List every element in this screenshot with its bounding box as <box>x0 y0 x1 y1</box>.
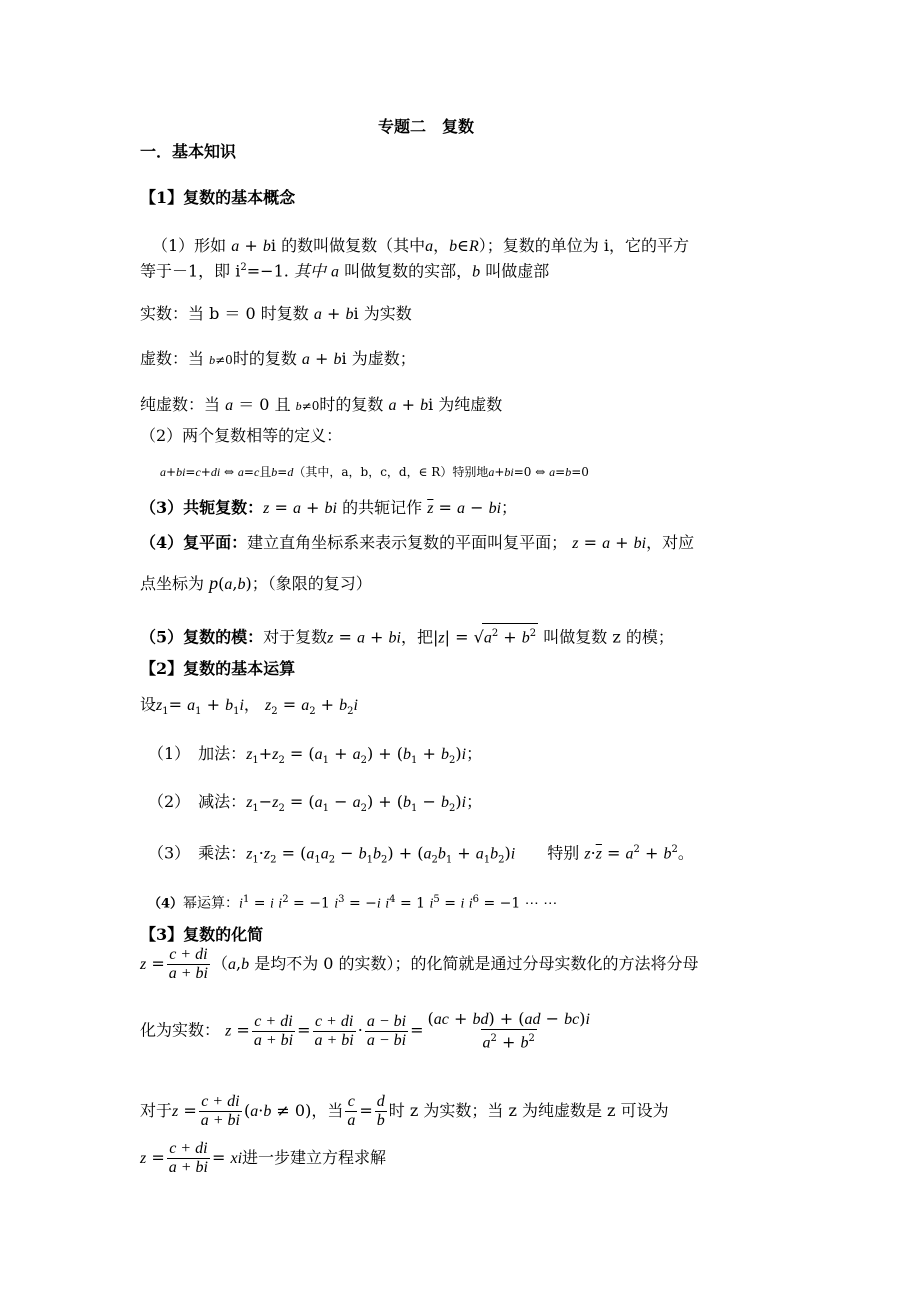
complex-plane-line1: （4）复平面：建立直角坐标系来表示复数的平面叫复平面； z = a + bi，对应 <box>140 533 695 552</box>
modulus-def: （5）复数的模：对于复数z = a + bi，把$|z| = √a^2 + b^2$ 叫做复数 z 的模； <box>140 623 674 648</box>
operation-setup: 设$z_1= a_1 + b_1i$， $z_2 = a_2 + b_2i$ <box>140 695 358 718</box>
concept-para-line2: 等于－1，即 $i^2=-1$. 其中 a 叫做复数的实部，b 叫做虚部 <box>140 261 550 281</box>
real-number-def: 实数：当 b ＝ 0 时复数 a + bi 为实数 <box>140 304 412 323</box>
subsection-heading-1: 【1】复数的基本概念 <box>140 188 296 207</box>
condition-line1: 对于z = $\frac{c + di}{a + bi}$ (a·b ≠ 0)，当 $\frac{c}{a}$ = $\frac{d}{b}$ 时 z 为实数；当 z 为纯虚数是 z 可设为 <box>140 1093 669 1129</box>
equality-formula: a+bi=c+di ⇔ a=c且b=d（其中，a，b，c，d，∈ R）特别地a+bi=0 ⇔ a=b=0 <box>160 465 589 479</box>
conjugate-def: （3）共轭复数：z = a + bi 的共轭记作 $\overline{z} = a$ − bi； <box>140 498 518 517</box>
subsection-heading-2: 【2】复数的基本运算 <box>140 659 296 678</box>
complex-plane-line2: 点坐标为 p(a,b)；（象限的复习） <box>140 573 372 593</box>
multiplication-rule: （3） 乘法：$z_1\cdot z_2 = (a_1a_2 - b_1b_2) + (a_2b_1 + a_1b_2)i$ 特别 $z\cdot\overline{z} = a^2 + b^2$。 <box>148 843 694 866</box>
condition-line2: z = $\frac{c + di}{a + bi}$ = xi进一步建立方程求解 <box>140 1140 387 1176</box>
addition-rule: （1） 加法：$z_1+z_2 = (a_1 + a_2) + (b_1 + b_2)i$； <box>148 744 483 767</box>
subtraction-rule: （2） 减法：$z_1-z_2 = (a_1 - a_2) + (b_1 - b_2)i$； <box>148 792 483 815</box>
equality-heading: （2）两个复数相等的定义： <box>140 426 343 445</box>
simplify-line2: 化为实数： z = $\frac{c + di}{a + bi}$ = $\frac{c + di}{a + bi}$ · $\frac{a - bi}{a - bi}$ = $\frac{(ac + bd) + (ad - bc)i}{a^2 + b^2}$ <box>140 1009 590 1052</box>
page-title: 专题二 复数 <box>378 117 475 136</box>
power-rule: （4）幂运算：$i^1 = i$ $i^2 = -1$ $i^3 = -i$ $i^4 = 1$ $i^5 = i$ $i^6 = -1$ ⋯ ⋯ <box>148 894 558 912</box>
subsection-heading-3: 【3】复数的化简 <box>140 925 264 944</box>
pure-imag-def: 纯虚数：当 a ＝ 0 且 b≠0时的复数 a + bi 为纯虚数 <box>140 395 503 414</box>
section-heading: 一．基本知识 <box>140 142 237 161</box>
imag-number-def: 虚数：当 b≠0时的复数 a + bi 为虚数； <box>140 349 416 368</box>
simplify-line1: z = $\frac{c + di}{a + bi}$ （a,b 是均不为 0 的实数）；的化简就是通过分母实数化的方法将分母 <box>140 946 699 982</box>
concept-para-line1: （1）形如 a + bi 的数叫做复数（其中a，b∈R）；复数的单位为 i，它的平方 <box>152 236 689 255</box>
